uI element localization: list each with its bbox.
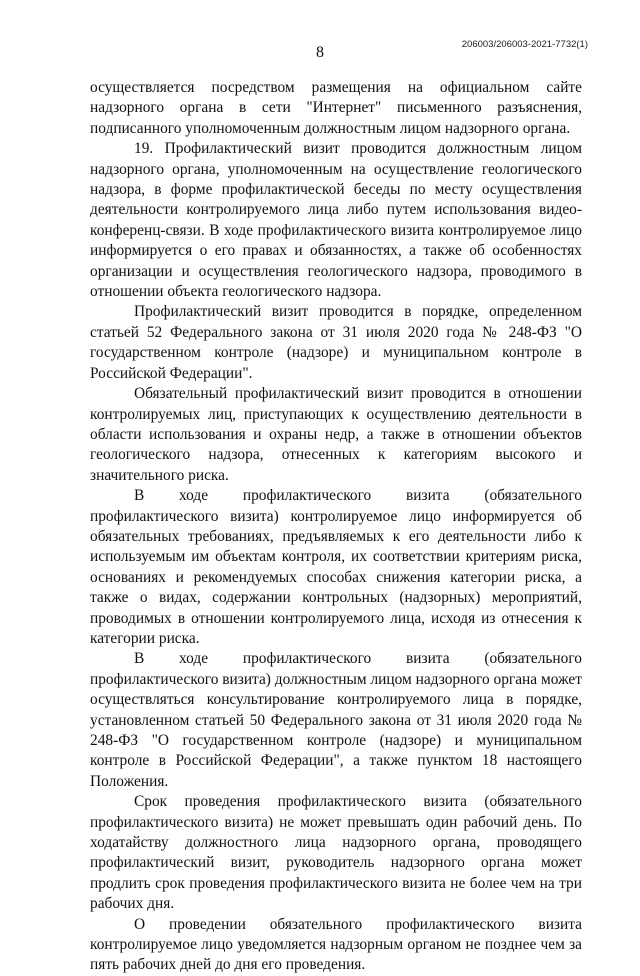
document-id: 206003/206003-2021-7732(1): [461, 39, 588, 50]
paragraph-continuation: осуществляется посредством размещения на официальном сайте надзорного органа в сети "Интернет" письменного разъяснения, подписанного уполномоченным должностным лицом надзорного органа.: [90, 79, 582, 137]
paragraph-mandatory-visit: Обязательный профилактический визит проводится в отношении контролируемых лиц, приступающих к осуществлению деятельности в области использования и охраны недр, а также в отношении объектов геологического надзора, отнесенных к категориям высокого и значительного риска.: [90, 385, 582, 484]
paragraph-visit-information: В ходе профилактического визита (обязательного профилактического визита) контролируемое лицо информируется об обязательных требованиях, предъявляемых к его деятельности либо к используемым им объектам контроля, их соответствии критериям риска, основаниях и рекомендуемых способах снижения категории риска, а также о видах, содержании контрольных (надзорных) мероприятий, проводимых в отношении контролируемого лица, исходя из отнесения к категории риска.: [90, 487, 582, 647]
paragraph-item-19: 19. Профилактический визит проводится должностным лицом надзорного органа, уполномоченным на осуществление геологического надзора, в форме профилактической беседы по месту осуществления деятельности контролируемого лица либо путем использования видео-конференц-связи. В ходе профилактического визита контролируемое лицо информируется о его правах и обязанностях, а также об особенностях организации и осуществления геологического надзора, проводимого в отношении объекта геологического надзора.: [90, 140, 582, 301]
paragraph-visit-procedure: Профилактический визит проводится в порядке, определенном статьей 52 Федерального закона от 31 июля 2020 года № 248-ФЗ "О государственном контроле (надзоре) и муниципальном контроле в Российской Федерации".: [90, 303, 582, 382]
paragraph-visit-duration: Срок проведения профилактического визита (обязательного профилактического визита) не может превышать один рабочий день. По ходатайству должностного лица надзорного органа, проводящего профилактический визит, руководитель надзорного органа может продлить срок проведения профилактического визита не более чем на три рабочих дня.: [90, 793, 582, 913]
paragraph-visit-consulting: В ходе профилактического визита (обязательного профилактического визита) должностным лицом надзорного органа может осуществляться консультирование контролируемого лица в порядке, установленном статьей 50 Федерального закона от 31 июля 2020 года № 248-ФЗ "О государственном контроле (надзоре) и муниципальном контроле в Российской Федерации", а также пунктом 18 настоящего Положения.: [90, 650, 582, 790]
document-body: [90, 78, 582, 976]
paragraph-visit-notice: О проведении обязательного профилактического визита контролируемое лицо уведомляется надзорным органом не позднее чем за пять рабочих дней до дня его проведения.: [90, 915, 582, 974]
page-number: 8: [316, 44, 324, 61]
